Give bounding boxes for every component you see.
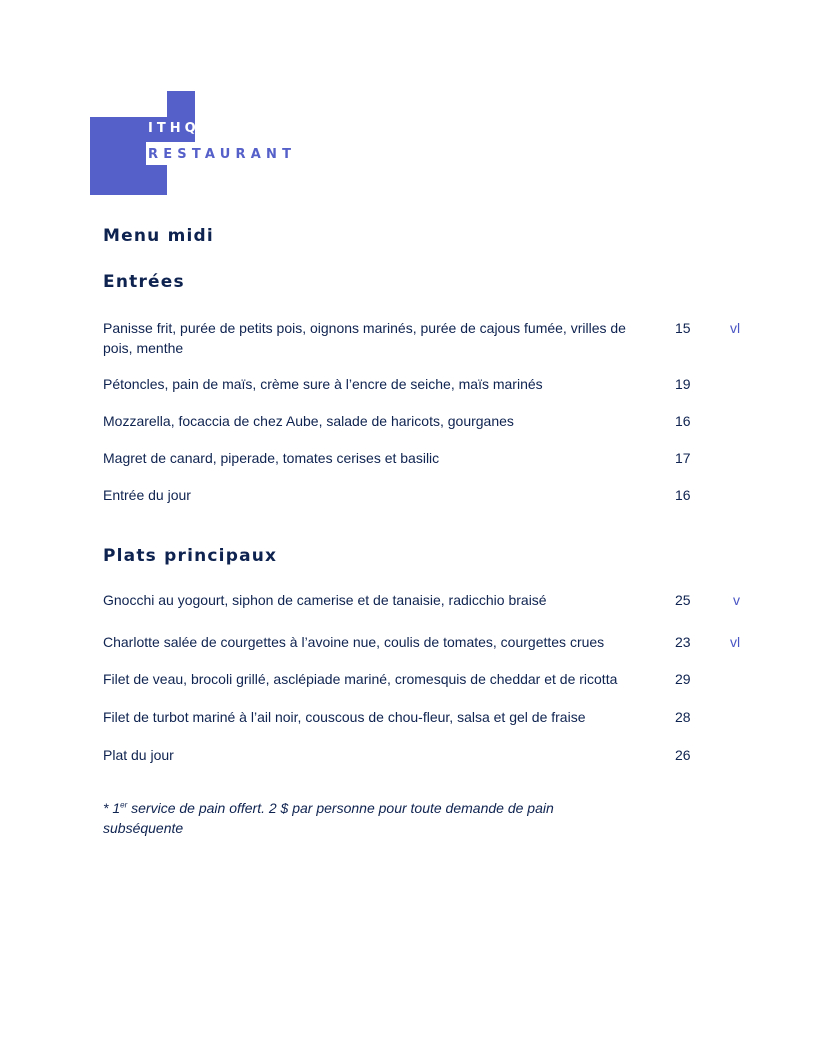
menu-item-name: Filet de veau, brocoli grillé, asclépiade mariné, cromesquis de cheddar et de ricotta [103,671,618,687]
menu-item-diet-tag: vl [730,320,741,336]
menu-item-price: 25 [675,592,691,608]
menu-item-name: Mozzarella, focaccia de chez Aube, salade de haricots, gourganes [103,413,514,429]
menu-item-diet-tag: vl [730,634,741,650]
menu-item-price: 16 [675,487,691,503]
logo-block-bottom [146,165,167,195]
menu-item-name: Magret de canard, piperade, tomates cerises et basilic [103,450,440,466]
menu-item-name: Entrée du jour [103,487,191,503]
menu-item-name: Filet de turbot mariné à l’ail noir, couscous de chou-fleur, salsa et gel de fraise [103,709,586,725]
menu-item-price: 17 [675,450,691,466]
bread-service-note [103,798,623,838]
logo-block-top [167,91,195,117]
note-prefix: * 1 [103,800,121,816]
menu-item-diet-tag: v [733,592,740,608]
menu-item-name: Gnocchi au yogourt, siphon de camerise et de tanaisie, radicchio braisé [103,592,547,608]
menu-item-price: 15 [675,320,691,336]
restaurant-logo [90,91,310,195]
logo-text-ithq: ITHQ [148,121,200,136]
note-text: service de pain offert. 2 $ par personne pour toute demande de pain subséquente [103,800,554,836]
note-superscript: er [120,800,128,810]
logo-block-left [90,117,146,195]
menu-item-name: Pétoncles, pain de maïs, crème sure à l’encre de seiche, maïs marinés [103,376,543,392]
menu-item-price: 16 [675,413,691,429]
section-title-entrees: Entrées [103,272,185,292]
menu-item-name: Charlotte salée de courgettes à l’avoine nue, coulis de tomates, courgettes crues [103,634,605,650]
menu-title: Menu midi [103,226,214,246]
menu-item-price: 19 [675,376,691,392]
section-title-plats-principaux: Plats principaux [103,546,278,566]
menu-item-price: 28 [675,709,691,725]
menu-item-name: Plat du jour [103,747,174,763]
menu-item-price: 23 [675,634,691,650]
logo-text-restaurant: RESTAURANT [148,147,297,162]
menu-item-price: 29 [675,671,691,687]
menu-item-name: Panisse frit, purée de petits pois, oignons marinés, purée de cajous fumée, vrilles de pois, menthe [103,320,626,356]
menu-item-price: 26 [675,747,691,763]
